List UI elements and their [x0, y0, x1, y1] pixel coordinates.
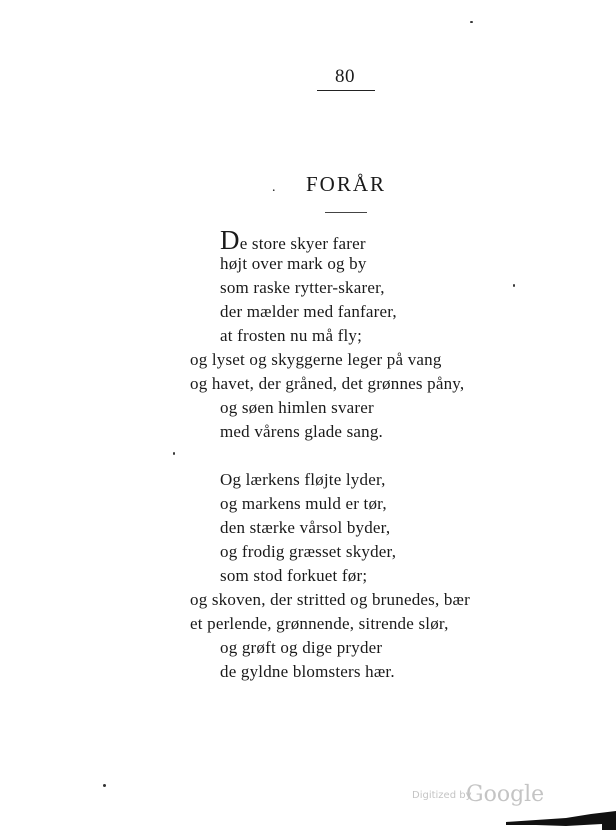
watermark-brand: Google	[466, 782, 545, 807]
title-dot: .	[272, 180, 276, 195]
speck	[513, 284, 515, 287]
poem-line: Og lærkens fløjte lyder,	[220, 470, 386, 489]
poem-line: de gyldne blomsters hær.	[220, 662, 395, 681]
watermark-prefix: Digitized by	[412, 790, 472, 801]
poem-line: som stod forkuet før;	[220, 566, 368, 585]
speck	[470, 21, 473, 23]
poem-line: højt over mark og by	[220, 254, 367, 273]
poem-line: som raske rytter-skarer,	[220, 278, 385, 297]
poem-title: FORÅR	[306, 172, 387, 196]
page-number-rule	[317, 90, 375, 91]
edge-smudge	[506, 808, 616, 830]
poem-line: et perlende, grønnende, sitrende slør,	[190, 614, 449, 633]
speck	[173, 452, 175, 455]
page-number: 80	[335, 66, 355, 87]
poem-line: at frosten nu må fly;	[220, 326, 363, 345]
poem-line: med vårens glade sang.	[220, 422, 384, 441]
poem-line: og lyset og skyggerne leger på vang	[190, 350, 442, 369]
title-rule	[325, 212, 367, 213]
speck	[103, 784, 106, 787]
poem-line: og frodig græsset skyder,	[220, 542, 397, 561]
poem-line: og grøft og dige pryder	[220, 638, 383, 657]
poem-line: og søen himlen svarer	[220, 398, 374, 417]
edge-smudge-shape	[506, 811, 616, 830]
poem-line: den stærke vårsol byder,	[220, 518, 391, 537]
poem-line-text: e store skyer farer	[239, 234, 366, 253]
poem-line: og markens muld er tør,	[220, 494, 387, 513]
poem-line: og havet, der gråned, det grønnes påny,	[190, 374, 465, 393]
drop-cap: D	[220, 225, 240, 255]
poem-line: og skoven, der stritted og brunedes, bær	[190, 590, 470, 609]
poem-line: der mælder med fanfarer,	[220, 302, 397, 321]
poem-line	[220, 225, 366, 255]
